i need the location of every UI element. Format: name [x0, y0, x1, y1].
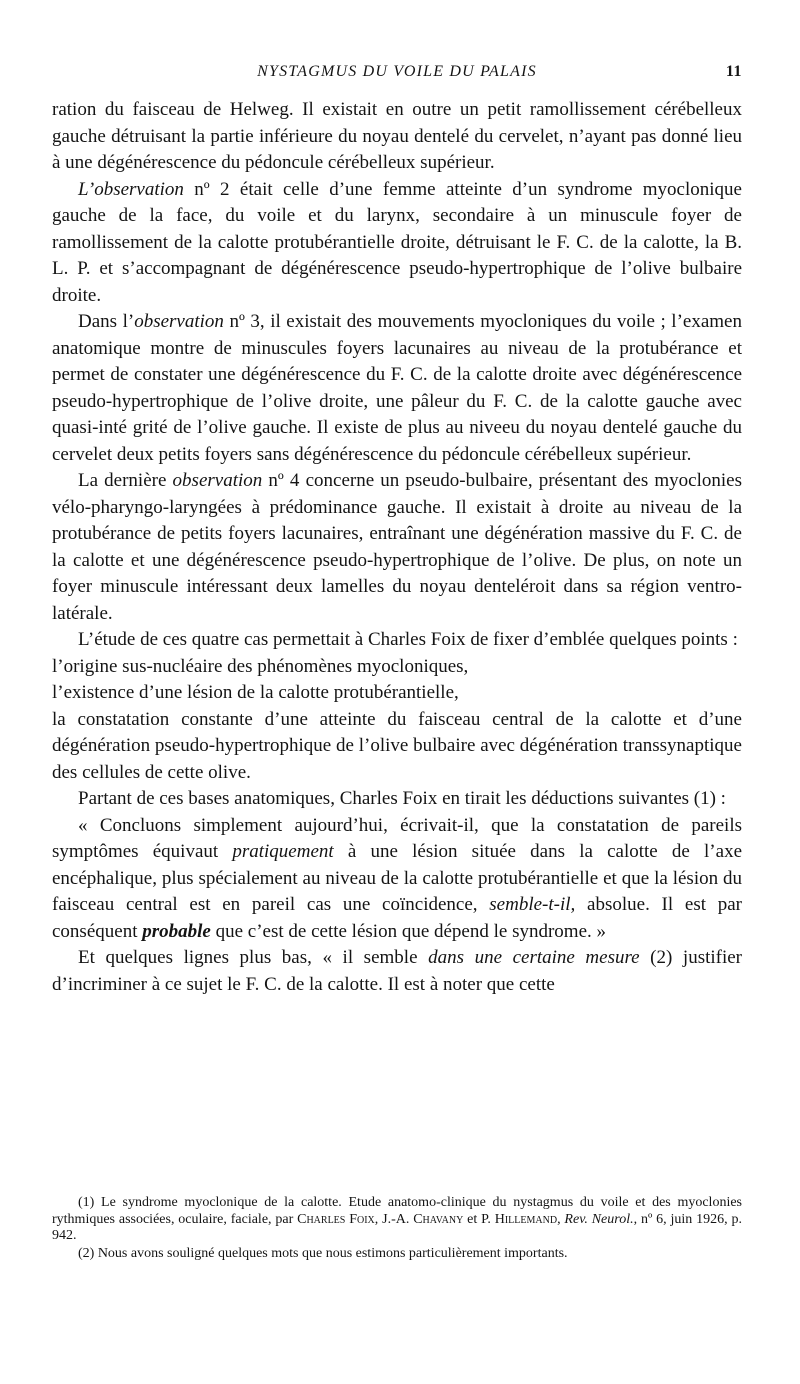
paragraph-final: [52, 945, 742, 998]
footnote-2: (2) Nous avons souligné quelques mots que nous estimons particulièrement importants.: [78, 1245, 568, 1261]
author-name: Chavany: [413, 1211, 464, 1227]
paragraph-text: concerne un pseudo-bulbaire, présentant des myoclonies vélo-pharyngo-laryngées à prédominance gauche. Il existait à droite au niveau de la protubérance de petits foyers lacunaires, entraînant une dégénération massive du F. C. de la calotte et une dégénérescence pseudo-hypertrophique de l’olive. De plus, on note un foyer minuscule intéressant deux lamelles du noyau denteléroit dans sa région ventro-latérale.: [52, 470, 742, 624]
observation-number: nº 4: [262, 470, 300, 491]
paragraph-text: (2) justifier d’incriminer à ce sujet le F. C. de la calotte. Il est à noter que cette: [52, 947, 743, 995]
footnote-1: [52, 1195, 742, 1245]
strong-emphasis: probable: [142, 920, 211, 942]
body-text: [52, 97, 742, 998]
quote-text: que c’est de cette lésion que dépend le syndrome. »: [210, 920, 607, 942]
paragraph-observation-4: [52, 468, 742, 627]
emphasis: pratiquement: [232, 841, 334, 862]
author-name: Hillemand: [494, 1211, 558, 1227]
quote-text: « Concluons simplement aujourd’hui, écrivait-il, que la constatation de pareils symptômes équivaut: [52, 814, 742, 862]
page-number: 11: [725, 63, 742, 80]
paragraph-summary: L’étude de ces quatre cas permettait à Charles Foix de fixer d’emblée quelques points :: [78, 629, 738, 650]
journal-title: Rev. Neurol.: [564, 1211, 634, 1227]
emphasis: L’observation: [78, 178, 184, 200]
emphasis: observation: [134, 311, 224, 332]
footnote-text: et P.: [463, 1211, 495, 1227]
paragraph-text: était celle d’une femme atteinte d’un syndrome myoclonique gauche de la face, du voile et du larynx, secondaire à un minuscule foyer de ramollissement de la calotte protubérantielle droite, détruisant le F. C. de la calotte, la B. L. P. et s’accompagnant de dégénérescence pseudo-hypertrophique de l’olive bulbaire droite.: [52, 178, 742, 306]
footnote-text: ,: [557, 1211, 565, 1227]
quote-text: à une lésion située dans la calotte de l’axe encéphalique, plus spécialement au niveau de la calotte protubérantielle et que la lésion du faisceau central est en pareil cas une coïncidence,: [52, 841, 742, 915]
paragraph-observation-2: [52, 177, 742, 310]
list-item: la constatation constante d’une atteinte du faisceau central de la calotte et d’une dégénération pseudo-hypertrophique de l’olive bulbaire avec dégénération transsynaptique des cellules de cette olive.: [52, 708, 742, 783]
emphasis: observation: [172, 470, 263, 491]
footnote-text: , J.-A.: [374, 1211, 414, 1227]
observation-number: nº 3: [223, 311, 260, 332]
footnote-text: (1) Le syndrome myoclonique de la calotte. Etude anatomo-clinique du nystagmus du voile et des myoclonies rythmiques associées, oculaire, faciale, par: [52, 1195, 742, 1227]
paragraph-text: La dernière: [78, 470, 173, 491]
observation-number: nº 2: [183, 178, 230, 200]
paragraph-quotation: [52, 813, 742, 946]
footnotes: [52, 1195, 742, 1263]
running-title: NYSTAGMUS DU VOILE DU PALAIS: [257, 63, 537, 80]
quote-text: absolue. Il est par conséquent: [52, 894, 743, 942]
paragraph-deductions: Partant de ces bases anatomiques, Charles Foix en tirait les déductions suivantes (1) :: [78, 788, 726, 809]
paragraph-continuation: ration du faisceau de Helweg. Il existait en outre un petit ramollissement cérébelleux gauche détruisant la partie inférieure du noyau dentelé du cervelet, n’ayant pas donné lieu à une dégénérescence du pédoncule cérébelleux supérieur.: [52, 99, 742, 173]
footnote-text: , nº 6, juin 1926, p. 942.: [52, 1211, 742, 1243]
paragraph-observation-3: [52, 309, 742, 468]
paragraph-text: , il existait des mouvements myocloniques du voile ; l’examen anatomique montre de minuscules foyers lacunaires au niveau de la protubérance et permet de constater une dégénérescence du F. C. de la calotte droite avec dégénérescence pseudo-hypertrophique de l’olive droite, une pâleur du F. C. de la calotte gauche avec quasi-inté grité de l’olive gauche. Il existe de plus au niveeu du noyau dentelé gauche du cervelet deux petits foyers sans dégénérescence du pédoncule cérébelleux supérieur.: [52, 311, 742, 465]
list-item: l’origine sus-nucléaire des phénomènes myocloniques,: [52, 655, 469, 677]
paragraph-text: Et quelques lignes plus bas, « il semble: [78, 947, 429, 968]
author-name: Charles Foix: [297, 1211, 375, 1227]
emphasis: dans une certaine mesure: [428, 947, 640, 968]
paragraph-text: Dans l’: [78, 311, 135, 332]
emphasis: semble-t-il,: [489, 894, 576, 915]
list-item: l’existence d’une lésion de la calotte protubérantielle,: [52, 682, 459, 703]
